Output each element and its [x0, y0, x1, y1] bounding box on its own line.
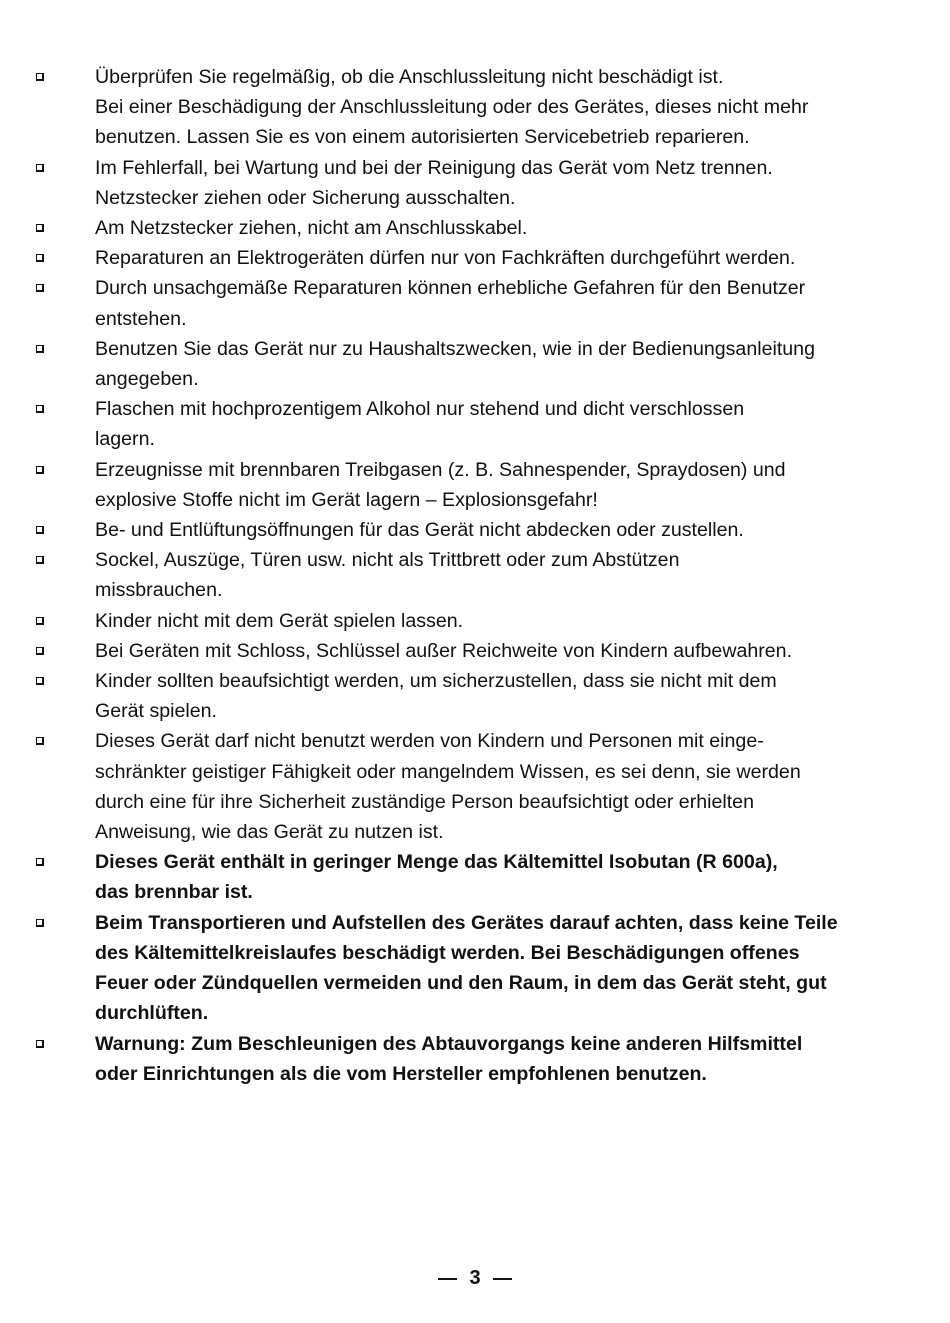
list-item-text-line: Bei einer Beschädigung der Anschlussleitung oder des Gerätes, dieses nicht mehr — [95, 96, 809, 119]
list-item-text-line: Be- und Entlüftungsöffnungen für das Gerät nicht abdecken oder zustellen. — [95, 519, 744, 542]
list-item-text-line: Dieses Gerät enthält in geringer Menge das Kältemittel Isobutan (R 600a), — [95, 851, 778, 874]
list-item-text-line: Kinder sollten beaufsichtigt werden, um sicherzustellen, dass sie nicht mit dem — [95, 670, 777, 693]
list-item-text-line: lagern. — [95, 428, 155, 451]
footer-dash-left — [438, 1278, 457, 1280]
list-item-text-line: explosive Stoffe nicht im Gerät lagern – Explosionsgefahr! — [95, 488, 598, 511]
list-item — [0, 636, 950, 666]
checkbox-bullet-icon — [36, 254, 44, 262]
list-item-text-line: Bei Geräten mit Schloss, Schlüssel außer Reichweite von Kindern aufbewahren. — [95, 639, 793, 662]
list-item-text-line: Sockel, Auszüge, Türen usw. nicht als Trittbrett oder zum Abstützen — [95, 549, 680, 572]
checkbox-bullet-icon — [36, 164, 44, 172]
checkbox-bullet-icon — [36, 224, 44, 232]
list-item-text-line: Netzstecker ziehen oder Sicherung ausschalten. — [95, 186, 516, 209]
list-item-text-line: Feuer oder Zündquellen vermeiden und den Raum, in dem das Gerät steht, gut — [95, 972, 827, 995]
checkbox-bullet-icon — [36, 466, 44, 474]
checkbox-bullet-icon — [36, 737, 44, 745]
list-item-text-line: Flaschen mit hochprozentigem Alkohol nur stehend und dicht verschlossen — [95, 398, 745, 421]
list-item — [0, 455, 950, 515]
footer-dash-right — [493, 1278, 512, 1280]
list-item-text-line: des Kältemittelkreislaufes beschädigt werden. Bei Beschädigungen offenes — [95, 941, 800, 964]
list-item — [0, 515, 950, 545]
list-item-text-line: Reparaturen an Elektrogeräten dürfen nur von Fachkräften durchgeführt werden. — [95, 247, 796, 270]
page-footer — [0, 1266, 950, 1290]
list-item-text-line: Erzeugnisse mit brennbaren Treibgasen (z. B. Sahnespender, Spraydosen) und — [95, 458, 786, 481]
list-item-text-line: Dieses Gerät darf nicht benutzt werden von Kindern und Personen mit einge- — [95, 730, 764, 753]
list-item-text-line: entstehen. — [95, 307, 187, 330]
checkbox-bullet-icon — [36, 284, 44, 292]
list-item-text-line: schränkter geistiger Fähigkeit oder mangelndem Wissen, es sei denn, sie werden — [95, 760, 801, 783]
list-item — [0, 726, 950, 847]
checkbox-bullet-icon — [36, 73, 44, 81]
list-item-text-line: Gerät spielen. — [95, 700, 217, 723]
list-item-text-line: Kinder nicht mit dem Gerät spielen lassen. — [95, 609, 464, 632]
list-item — [0, 847, 950, 907]
checkbox-bullet-icon — [36, 556, 44, 564]
list-item — [0, 908, 950, 1029]
checkbox-bullet-icon — [36, 405, 44, 413]
list-item — [0, 273, 950, 333]
list-item — [0, 394, 950, 454]
list-item — [0, 666, 950, 726]
list-item — [0, 1029, 950, 1089]
list-item — [0, 606, 950, 636]
list-item — [0, 62, 950, 153]
checkbox-bullet-icon — [36, 647, 44, 655]
list-item-text-line: durch eine für ihre Sicherheit zuständige Person beaufsichtigt oder erhielten — [95, 790, 754, 813]
list-item-text-line: oder Einrichtungen als die vom Hersteller empfohlenen benutzen. — [95, 1062, 707, 1085]
list-item-text-line: missbrauchen. — [95, 579, 223, 602]
page-number: 3 — [469, 1267, 481, 1289]
checkbox-bullet-icon — [36, 677, 44, 685]
list-item-text-line: Warnung: Zum Beschleunigen des Abtauvorgangs keine anderen Hilfsmittel — [95, 1032, 803, 1055]
list-item-text-line: Beim Transportieren und Aufstellen des Gerätes darauf achten, dass keine Teile — [95, 911, 838, 934]
list-item-text-line: das brennbar ist. — [95, 881, 253, 904]
list-item — [0, 334, 950, 394]
checkbox-bullet-icon — [36, 345, 44, 353]
checkbox-bullet-icon — [36, 1040, 44, 1048]
list-item — [0, 545, 950, 605]
safety-instructions-list — [0, 62, 950, 1089]
list-item — [0, 153, 950, 213]
list-item-text-line: Benutzen Sie das Gerät nur zu Haushaltszwecken, wie in der Bedienungsanleitung — [95, 337, 815, 360]
list-item-text-line: Am Netzstecker ziehen, nicht am Anschlusskabel. — [95, 217, 528, 240]
checkbox-bullet-icon — [36, 526, 44, 534]
checkbox-bullet-icon — [36, 617, 44, 625]
list-item-text-line: angegeben. — [95, 368, 199, 391]
list-item-text-line: benutzen. Lassen Sie es von einem autorisierten Servicebetrieb reparieren. — [95, 126, 750, 149]
list-item — [0, 213, 950, 243]
list-item-text-line: Anweisung, wie das Gerät zu nutzen ist. — [95, 821, 444, 844]
list-item-text-line: Im Fehlerfall, bei Wartung und bei der Reinigung das Gerät vom Netz trennen. — [95, 156, 773, 179]
checkbox-bullet-icon — [36, 919, 44, 927]
list-item-text-line: durchlüften. — [95, 1002, 209, 1025]
checkbox-bullet-icon — [36, 858, 44, 866]
list-item-text-line: Durch unsachgemäße Reparaturen können erhebliche Gefahren für den Benutzer — [95, 277, 806, 300]
list-item — [0, 243, 950, 273]
list-item-text-line: Überprüfen Sie regelmäßig, ob die Anschlussleitung nicht beschädigt ist. — [95, 66, 724, 88]
